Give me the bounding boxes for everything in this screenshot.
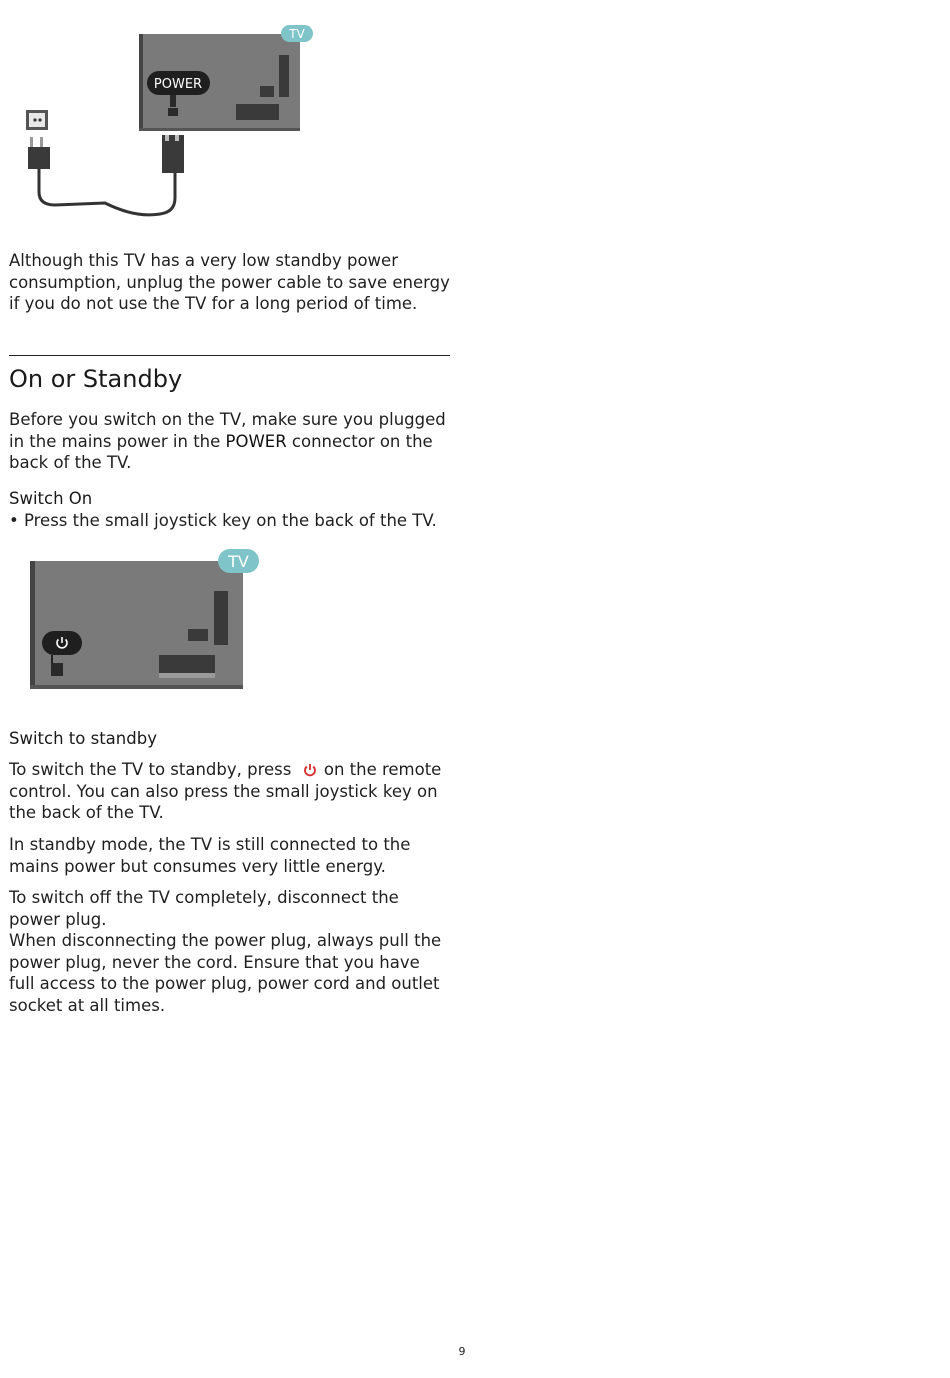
switch-on-bullet: • Press the small joystick key on the back of the TV. <box>9 511 437 530</box>
standby-paragraph-1 <box>9 759 450 824</box>
tv-badge-2-label: TV <box>228 552 249 571</box>
page-number: 9 <box>458 1345 466 1358</box>
power-keyword: POWER <box>225 431 287 451</box>
standby-p1-part1: To switch the TV to standby, press <box>9 760 297 779</box>
power-label: POWER <box>153 77 203 92</box>
switch-on-title: Switch On <box>9 489 93 508</box>
section-divider <box>9 355 450 356</box>
standby-paragraph-3-line-1: To switch off the TV completely, disconnect the power plug. <box>9 888 399 929</box>
intro-paragraph: Although this TV has a very low standby power consumption, unplug the power cable to save energy if you do not use the TV for a long period of time. <box>9 251 450 314</box>
power-connection-illustration <box>20 20 320 225</box>
section-title: On or Standby <box>9 365 183 393</box>
standby-p1-part2: on the remote control. You can also press the small joystick key on the back of the TV. <box>9 760 442 823</box>
joystick-illustration <box>25 545 265 695</box>
tv-badge-label: TV <box>289 27 305 41</box>
before-paragraph <box>9 409 450 474</box>
before-text-2: connector on the back of the TV. <box>9 431 433 473</box>
before-text-1: Before you switch on the TV, make sure you plugged in the mains power in the <box>9 410 446 451</box>
standby-paragraph-2: In standby mode, the TV is still connected to the mains power but consumes very little energy. <box>9 835 411 876</box>
standby-title: Switch to standby <box>9 729 157 748</box>
standby-paragraph-3-line-2: When disconnecting the power plug, always pull the power plug, never the cord. Ensure that you have full access to the power plug, power cord and outlet socket at all times. <box>9 931 442 1016</box>
remote-power-icon <box>303 763 317 777</box>
